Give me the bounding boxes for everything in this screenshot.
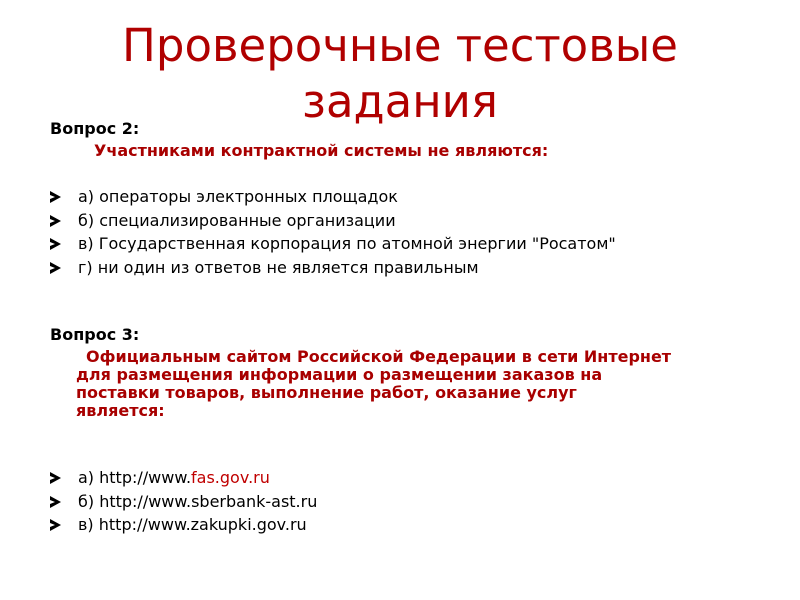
answer-item <box>50 256 616 280</box>
answer-text: б) специализированные организации <box>78 210 396 230</box>
answer-item <box>50 466 317 490</box>
slide-title <box>0 18 800 130</box>
question-3-text <box>76 348 756 420</box>
question-3-text-line: является: <box>76 401 165 420</box>
answer-item <box>50 209 616 233</box>
answer-text: в) http://www.zakupki.gov.ru <box>78 515 307 534</box>
arrow-bullet-icon <box>50 496 61 508</box>
arrow-bullet-icon <box>50 191 61 203</box>
answer-link[interactable]: fas.gov.ru <box>191 468 270 487</box>
question-3-text-line: для размещения информации о размещении заказов на <box>76 365 603 384</box>
question-3-answers <box>50 466 317 537</box>
answer-text: а) http://www. <box>78 468 192 487</box>
answer-text: б) http://www.sberbank-ast.ru <box>78 491 318 511</box>
arrow-bullet-icon <box>50 215 61 227</box>
arrow-bullet-icon <box>50 472 61 484</box>
answer-item <box>50 490 317 514</box>
question-3-text-line: поставки товаров, выполнение работ, оказание услуг <box>76 383 577 402</box>
answer-text: а) операторы электронных площадок <box>78 187 398 206</box>
question-3-label: Вопрос 3: <box>50 325 140 344</box>
answer-item <box>50 185 616 209</box>
question-2-label: Вопрос 2: <box>50 119 140 138</box>
question-3-text-line: Официальным сайтом Российской Федерации в сети Интернет <box>86 347 672 366</box>
question-2-text: Участниками контрактной системы не являются: <box>94 141 549 160</box>
answer-item <box>50 232 616 256</box>
answer-text: в) Государственная корпорация по атомной энергии "Росатом" <box>78 234 616 253</box>
answer-text: г) ни один из ответов не является правильным <box>78 257 479 277</box>
arrow-bullet-icon <box>50 262 61 274</box>
slide-title-line-2: задания <box>302 75 498 128</box>
arrow-bullet-icon <box>50 519 61 531</box>
arrow-bullet-icon <box>50 238 61 250</box>
question-2-answers <box>50 185 616 279</box>
slide-title-line-1: Проверочные тестовые <box>122 19 678 72</box>
answer-item <box>50 513 317 537</box>
